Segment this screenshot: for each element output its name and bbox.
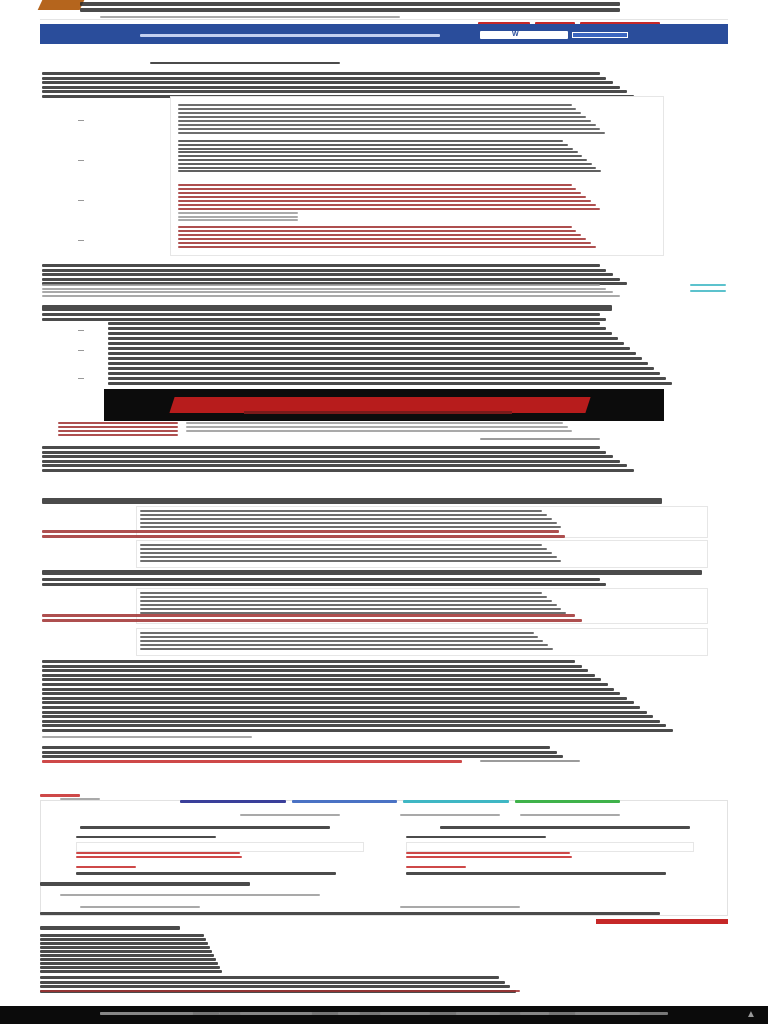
comment-tab-label xyxy=(240,814,340,816)
footer-bar xyxy=(0,1006,768,1024)
preview-line xyxy=(178,219,298,221)
preview-line xyxy=(140,552,552,554)
preview-line xyxy=(178,104,572,106)
paragraph-line xyxy=(42,269,606,272)
sidebar-link-line xyxy=(40,946,210,949)
comments-label xyxy=(40,794,80,797)
comment-label xyxy=(406,836,546,838)
preview-line xyxy=(178,132,605,134)
preview-line xyxy=(140,510,542,512)
preview-link-line xyxy=(178,196,586,198)
caption-line xyxy=(186,422,563,424)
preview-link-line xyxy=(178,238,586,240)
preview-line xyxy=(178,216,298,218)
comments-label xyxy=(60,798,100,800)
comment-tab[interactable] xyxy=(515,800,621,803)
list-item-line xyxy=(108,327,606,330)
sidebar-link-line xyxy=(40,934,204,937)
promo-banner-subtitle xyxy=(244,411,512,414)
preview-line xyxy=(178,159,587,161)
paragraph-line xyxy=(42,701,634,704)
paragraph-line xyxy=(42,455,613,458)
link-line xyxy=(42,614,575,617)
paragraph-line xyxy=(42,724,666,727)
preview-link-line xyxy=(178,234,581,236)
preview-line xyxy=(178,148,573,150)
paragraph-line xyxy=(42,711,647,714)
link-line xyxy=(690,284,726,286)
comment-tab[interactable] xyxy=(180,800,286,803)
list-item-line xyxy=(108,382,672,385)
preview-line xyxy=(140,548,547,550)
comment-input[interactable] xyxy=(406,842,694,852)
preview-line xyxy=(140,648,553,650)
link-line xyxy=(42,535,565,538)
paragraph-line xyxy=(42,692,620,695)
form-line xyxy=(400,906,520,908)
document-title-line xyxy=(80,2,620,6)
list-item-line xyxy=(108,332,612,335)
preview-line xyxy=(140,592,542,594)
comments-section xyxy=(40,800,728,916)
document-title-line xyxy=(80,8,620,12)
paragraph-line xyxy=(42,278,620,281)
list-item-line xyxy=(108,352,636,355)
paragraph-line xyxy=(42,697,627,700)
preview-link-line xyxy=(178,192,581,194)
section-heading xyxy=(42,498,662,504)
paragraph-line xyxy=(42,751,557,754)
footer-line xyxy=(40,985,510,988)
paragraph-line xyxy=(42,284,600,286)
footer-link-line xyxy=(380,1012,500,1015)
preview-line xyxy=(178,120,591,122)
footer-line xyxy=(40,981,505,984)
footer-line xyxy=(40,990,520,992)
paragraph-line xyxy=(42,460,620,463)
sidebar-link-line xyxy=(40,950,212,953)
paragraph-line xyxy=(42,665,582,668)
preview-line xyxy=(178,108,576,110)
comment-link-line xyxy=(76,866,136,868)
caption-line xyxy=(58,426,178,428)
preview-link-line xyxy=(178,204,596,206)
promo-banner[interactable] xyxy=(104,389,664,421)
preview-link-line xyxy=(178,246,596,248)
paragraph-line xyxy=(42,81,613,84)
scroll-top-icon[interactable]: ▲ xyxy=(746,1009,756,1020)
sidebar-heading xyxy=(40,926,180,930)
list-item-line xyxy=(108,372,660,375)
footer-link-line xyxy=(100,1012,220,1015)
comment-title-line xyxy=(80,826,330,829)
preview-line xyxy=(178,144,568,146)
preview-line xyxy=(140,600,552,602)
sidebar-link-line xyxy=(40,938,206,941)
preview-line xyxy=(140,560,561,562)
preview-link-line xyxy=(178,242,591,244)
preview-link-line xyxy=(178,184,572,186)
comment-label xyxy=(76,836,216,838)
preview-line xyxy=(140,522,557,524)
paragraph-line xyxy=(42,469,634,472)
comment-tab-label xyxy=(400,814,500,816)
sidebar-link-line xyxy=(40,966,220,969)
preview-line xyxy=(140,526,561,528)
page-marker xyxy=(78,240,84,241)
sidebar-link-line xyxy=(40,970,222,973)
comment-link-line xyxy=(76,856,242,858)
comment-title-line xyxy=(76,872,336,875)
paragraph-line xyxy=(42,464,627,467)
page-marker xyxy=(78,330,84,331)
comment-tab-label xyxy=(520,814,620,816)
preview-line xyxy=(178,155,582,157)
preview-line xyxy=(178,212,298,214)
paragraph-line xyxy=(42,736,252,738)
paragraph-line xyxy=(42,86,620,89)
link-line xyxy=(42,760,462,763)
paragraph-line xyxy=(42,318,606,321)
document-meta-line xyxy=(100,16,400,18)
paragraph-line xyxy=(42,706,640,709)
preview-line xyxy=(140,596,547,598)
preview-link-line xyxy=(178,188,576,190)
preview-line xyxy=(140,544,542,546)
preview-line xyxy=(178,128,600,130)
list-item-line xyxy=(108,347,630,350)
comment-link-line xyxy=(406,856,572,858)
preview-link-line xyxy=(178,208,600,210)
preview-line xyxy=(140,644,548,646)
link-line xyxy=(690,290,726,292)
page-marker xyxy=(78,200,84,201)
page-marker xyxy=(78,160,84,161)
paragraph-line xyxy=(42,715,653,718)
list-item-line xyxy=(108,357,642,360)
preview-line xyxy=(178,112,581,114)
paragraph-line xyxy=(42,755,563,758)
paragraph-line xyxy=(42,674,595,677)
link-line xyxy=(480,760,580,762)
caption-line xyxy=(186,426,568,428)
list-item-line xyxy=(108,342,624,345)
paragraph-line xyxy=(150,62,340,64)
preview-line xyxy=(178,163,592,165)
preview-line xyxy=(178,116,586,118)
form-line xyxy=(60,894,320,896)
link-line xyxy=(42,530,559,533)
paragraph-line xyxy=(42,313,600,316)
preview-line xyxy=(140,640,543,642)
comment-input[interactable] xyxy=(76,842,364,852)
list-item-line xyxy=(108,322,600,325)
paragraph-line xyxy=(42,678,601,681)
preview-link-line xyxy=(178,200,591,202)
caption-line xyxy=(58,434,178,436)
form-heading xyxy=(40,882,250,886)
paragraph-line xyxy=(42,264,600,267)
comment-tab[interactable] xyxy=(403,800,509,803)
preview-line xyxy=(140,604,557,606)
paragraph-line xyxy=(42,720,660,723)
paragraph-line xyxy=(42,451,606,454)
paragraph-line xyxy=(42,77,606,80)
comment-link-line xyxy=(406,866,466,868)
sidebar-link-line xyxy=(40,954,214,957)
caption-line xyxy=(186,430,572,432)
paragraph-line xyxy=(42,295,620,297)
paragraph-line xyxy=(42,688,614,691)
sidebar-link-line xyxy=(40,962,218,965)
comment-link-line xyxy=(406,852,570,854)
banner-text-line xyxy=(140,34,440,37)
list-item-line xyxy=(108,337,618,340)
footer-line xyxy=(40,976,499,979)
section-heading xyxy=(42,305,612,311)
form-line xyxy=(40,912,660,915)
preview-line xyxy=(140,556,557,558)
page-marker xyxy=(78,350,84,351)
sidebar-link-line xyxy=(40,942,208,945)
paragraph-line xyxy=(42,446,600,449)
preview-link-line xyxy=(178,230,576,232)
paragraph-line xyxy=(42,669,588,672)
paragraph-line xyxy=(42,72,600,75)
list-item-line xyxy=(108,367,654,370)
footer-link-line xyxy=(520,1012,640,1015)
preview-link-line xyxy=(178,226,572,228)
preview-line xyxy=(140,514,547,516)
preview-line xyxy=(178,140,563,142)
preview-line xyxy=(178,124,596,126)
preview-line xyxy=(140,632,534,634)
comment-tabs xyxy=(180,800,620,805)
paragraph-line xyxy=(42,90,627,93)
paragraph-line xyxy=(42,583,606,586)
submit-comment-button[interactable] xyxy=(596,919,728,924)
paragraph-line xyxy=(42,746,550,749)
footer-link-line xyxy=(240,1012,360,1015)
preview-line xyxy=(140,518,552,520)
preview-line xyxy=(140,608,561,610)
paragraph-line xyxy=(42,291,613,293)
form-line xyxy=(80,906,200,908)
paragraph-line xyxy=(42,683,608,686)
paragraph-line xyxy=(42,729,673,732)
search-icon[interactable]: W xyxy=(512,31,519,38)
comment-tab[interactable] xyxy=(292,800,398,803)
caption-line xyxy=(480,438,600,440)
paragraph-line xyxy=(42,578,600,581)
paragraph-line xyxy=(42,273,613,276)
section-heading xyxy=(42,570,702,575)
link-line xyxy=(42,619,582,622)
page-marker xyxy=(78,120,84,121)
list-item-line xyxy=(108,362,648,365)
comment-title-line xyxy=(406,872,666,875)
preview-line xyxy=(178,167,596,169)
page-marker xyxy=(78,378,84,379)
paragraph-line xyxy=(42,660,575,663)
list-item-line xyxy=(108,377,666,380)
comment-link-line xyxy=(76,852,240,854)
sidebar-link-line xyxy=(40,958,216,961)
caption-line xyxy=(58,430,178,432)
preview-line xyxy=(140,636,538,638)
comment-title-line xyxy=(440,826,690,829)
paragraph-line xyxy=(42,288,606,290)
caption-line xyxy=(58,422,178,424)
